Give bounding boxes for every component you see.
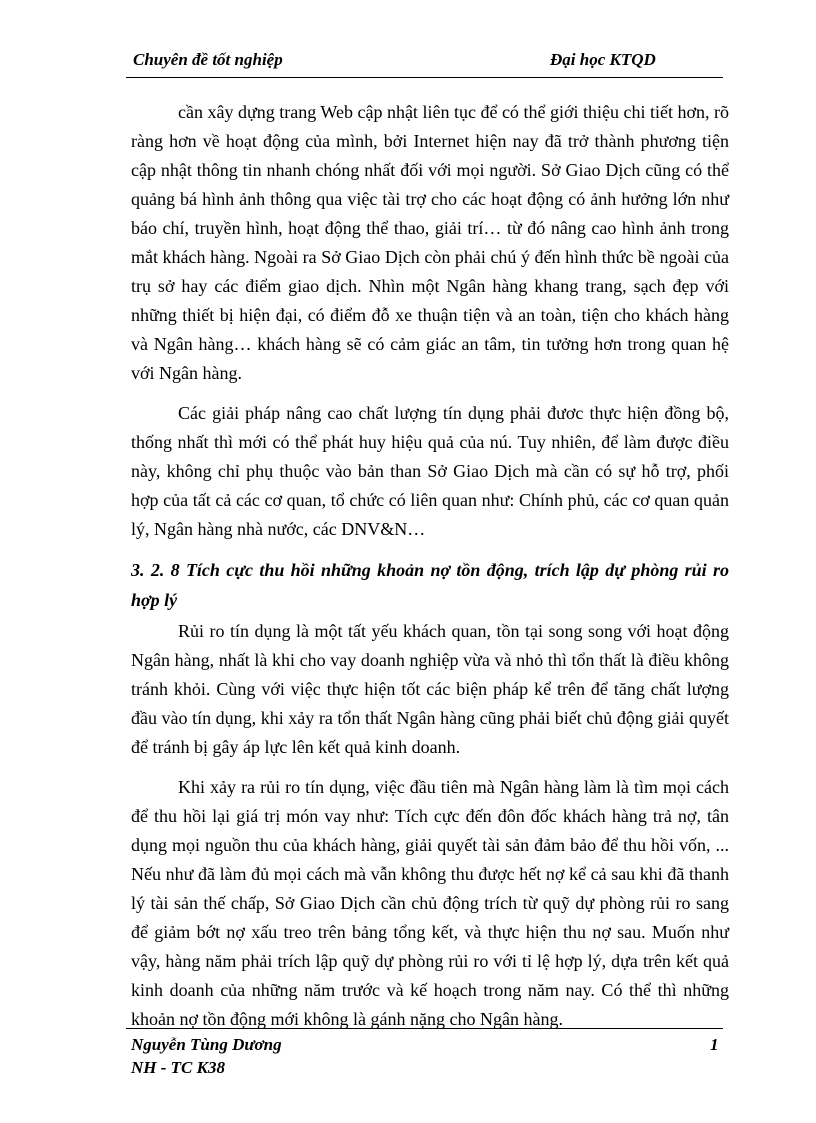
body-paragraph: Rủi ro tín dụng là một tất yếu khách quan, tồn tại song song với hoạt động Ngân hàng, nhất là khi cho vay doanh nghiệp vừa và nhỏ thì tổn thất là điều không tránh khỏi. Cùng với việc thực hiện tốt các biện pháp kể trên để tăng chất lượng đầu vào tín dụng, khi xảy ra tổn thất Ngân hàng cũng phải biết chủ động giải quyết để tránh bị gây áp lực lên kết quả kinh doanh. (131, 621, 729, 757)
page-number: 1 (710, 1035, 719, 1054)
body-paragraph: cần xây dựng trang Web cập nhật liên tục để có thể giới thiệu chi tiết hơn, rõ ràng hơn về hoạt động của mình, bởi Internet hiện nay đã trở thành phương tiện cập nhật thông tin nhanh chóng nhất đối với mọi người. Sở Giao Dịch cũng có thể quảng bá hình ảnh thông qua việc tài trợ cho các hoạt động có ảnh hưởng lớn như báo chí, truyền hình, hoạt động thể thao, giải trí… từ đó nâng cao hình ảnh trong mắt khách hàng. Ngoài ra Sở Giao Dịch còn phải chú ý đến hình thức bề ngoài của trụ sở hay các điểm giao dịch. Nhìn một Ngân hàng khang trang, sạch đẹp với những thiết bị hiện đại, có điểm đỗ xe thuận tiện và an toàn, tiện cho khách hàng và Ngân hàng… khách hàng sẽ có cảm giác an tâm, tin tưởng hơn trong quan hệ với Ngân hàng. (131, 102, 729, 383)
footer-author: Nguyễn Tùng Dương (131, 1035, 282, 1054)
body-paragraph: Khi xảy ra rủi ro tín dụng, việc đầu tiên mà Ngân hàng làm là tìm mọi cách để thu hồi lại giá trị món vay như: Tích cực đến đôn đốc khách hàng trả nợ, tân dụng mọi nguồn thu của khách hàng, giải quyết tài sản đảm bảo để thu hồi vốn, ... Nếu như đã làm đủ mọi cách mà vẫn không thu được hết nợ kể cả sau khi đã thanh lý tài sản thế chấp, Sở Giao Dịch cần chủ động trích từ quỹ dự phòng rủi ro sang để giảm bớt nợ xấu treo trên bảng tổng kết, và thực hiện thu nợ sau. Muốn như vậy, hàng năm phải trích lập quỹ dự phòng rủi ro với tỉ lệ hợp lý, dựa trên kết quả kinh doanh của những năm trước và kế hoạch trong năm nay. Có thể thì những khoản nợ tồn động mới không là gánh nặng cho Ngân hàng. (131, 777, 729, 1029)
header-divider (126, 77, 723, 78)
page-footer (0, 1028, 816, 1088)
footer-divider (126, 1028, 723, 1029)
header-thesis-title: Chuyên đề tốt nghiệp (133, 50, 283, 69)
footer-class: NH - TC K38 (131, 1058, 225, 1077)
section-heading: 3. 2. 8 Tích cực thu hồi những khoản nợ tồn động, trích lập dự phòng rủi ro hợp lý (131, 560, 729, 610)
header-university: Đại học KTQD (550, 50, 656, 69)
page-header (0, 38, 816, 78)
body-paragraph: Các giải pháp nâng cao chất lượng tín dụng phải đươc thực hiện đồng bộ, thống nhất thì mới có thể phát huy hiệu quả của nú. Tuy nhiên, để làm được điều này, không chỉ phụ thuộc vào bản than Sở Giao Dịch mà cần có sự hỗ trợ, phối hợp của tất cả các cơ quan, tổ chức có liên quan như: Chính phủ, các cơ quan quản lý, Ngân hàng nhà nước, các DNV&N… (131, 403, 729, 539)
document-body (131, 98, 729, 1045)
